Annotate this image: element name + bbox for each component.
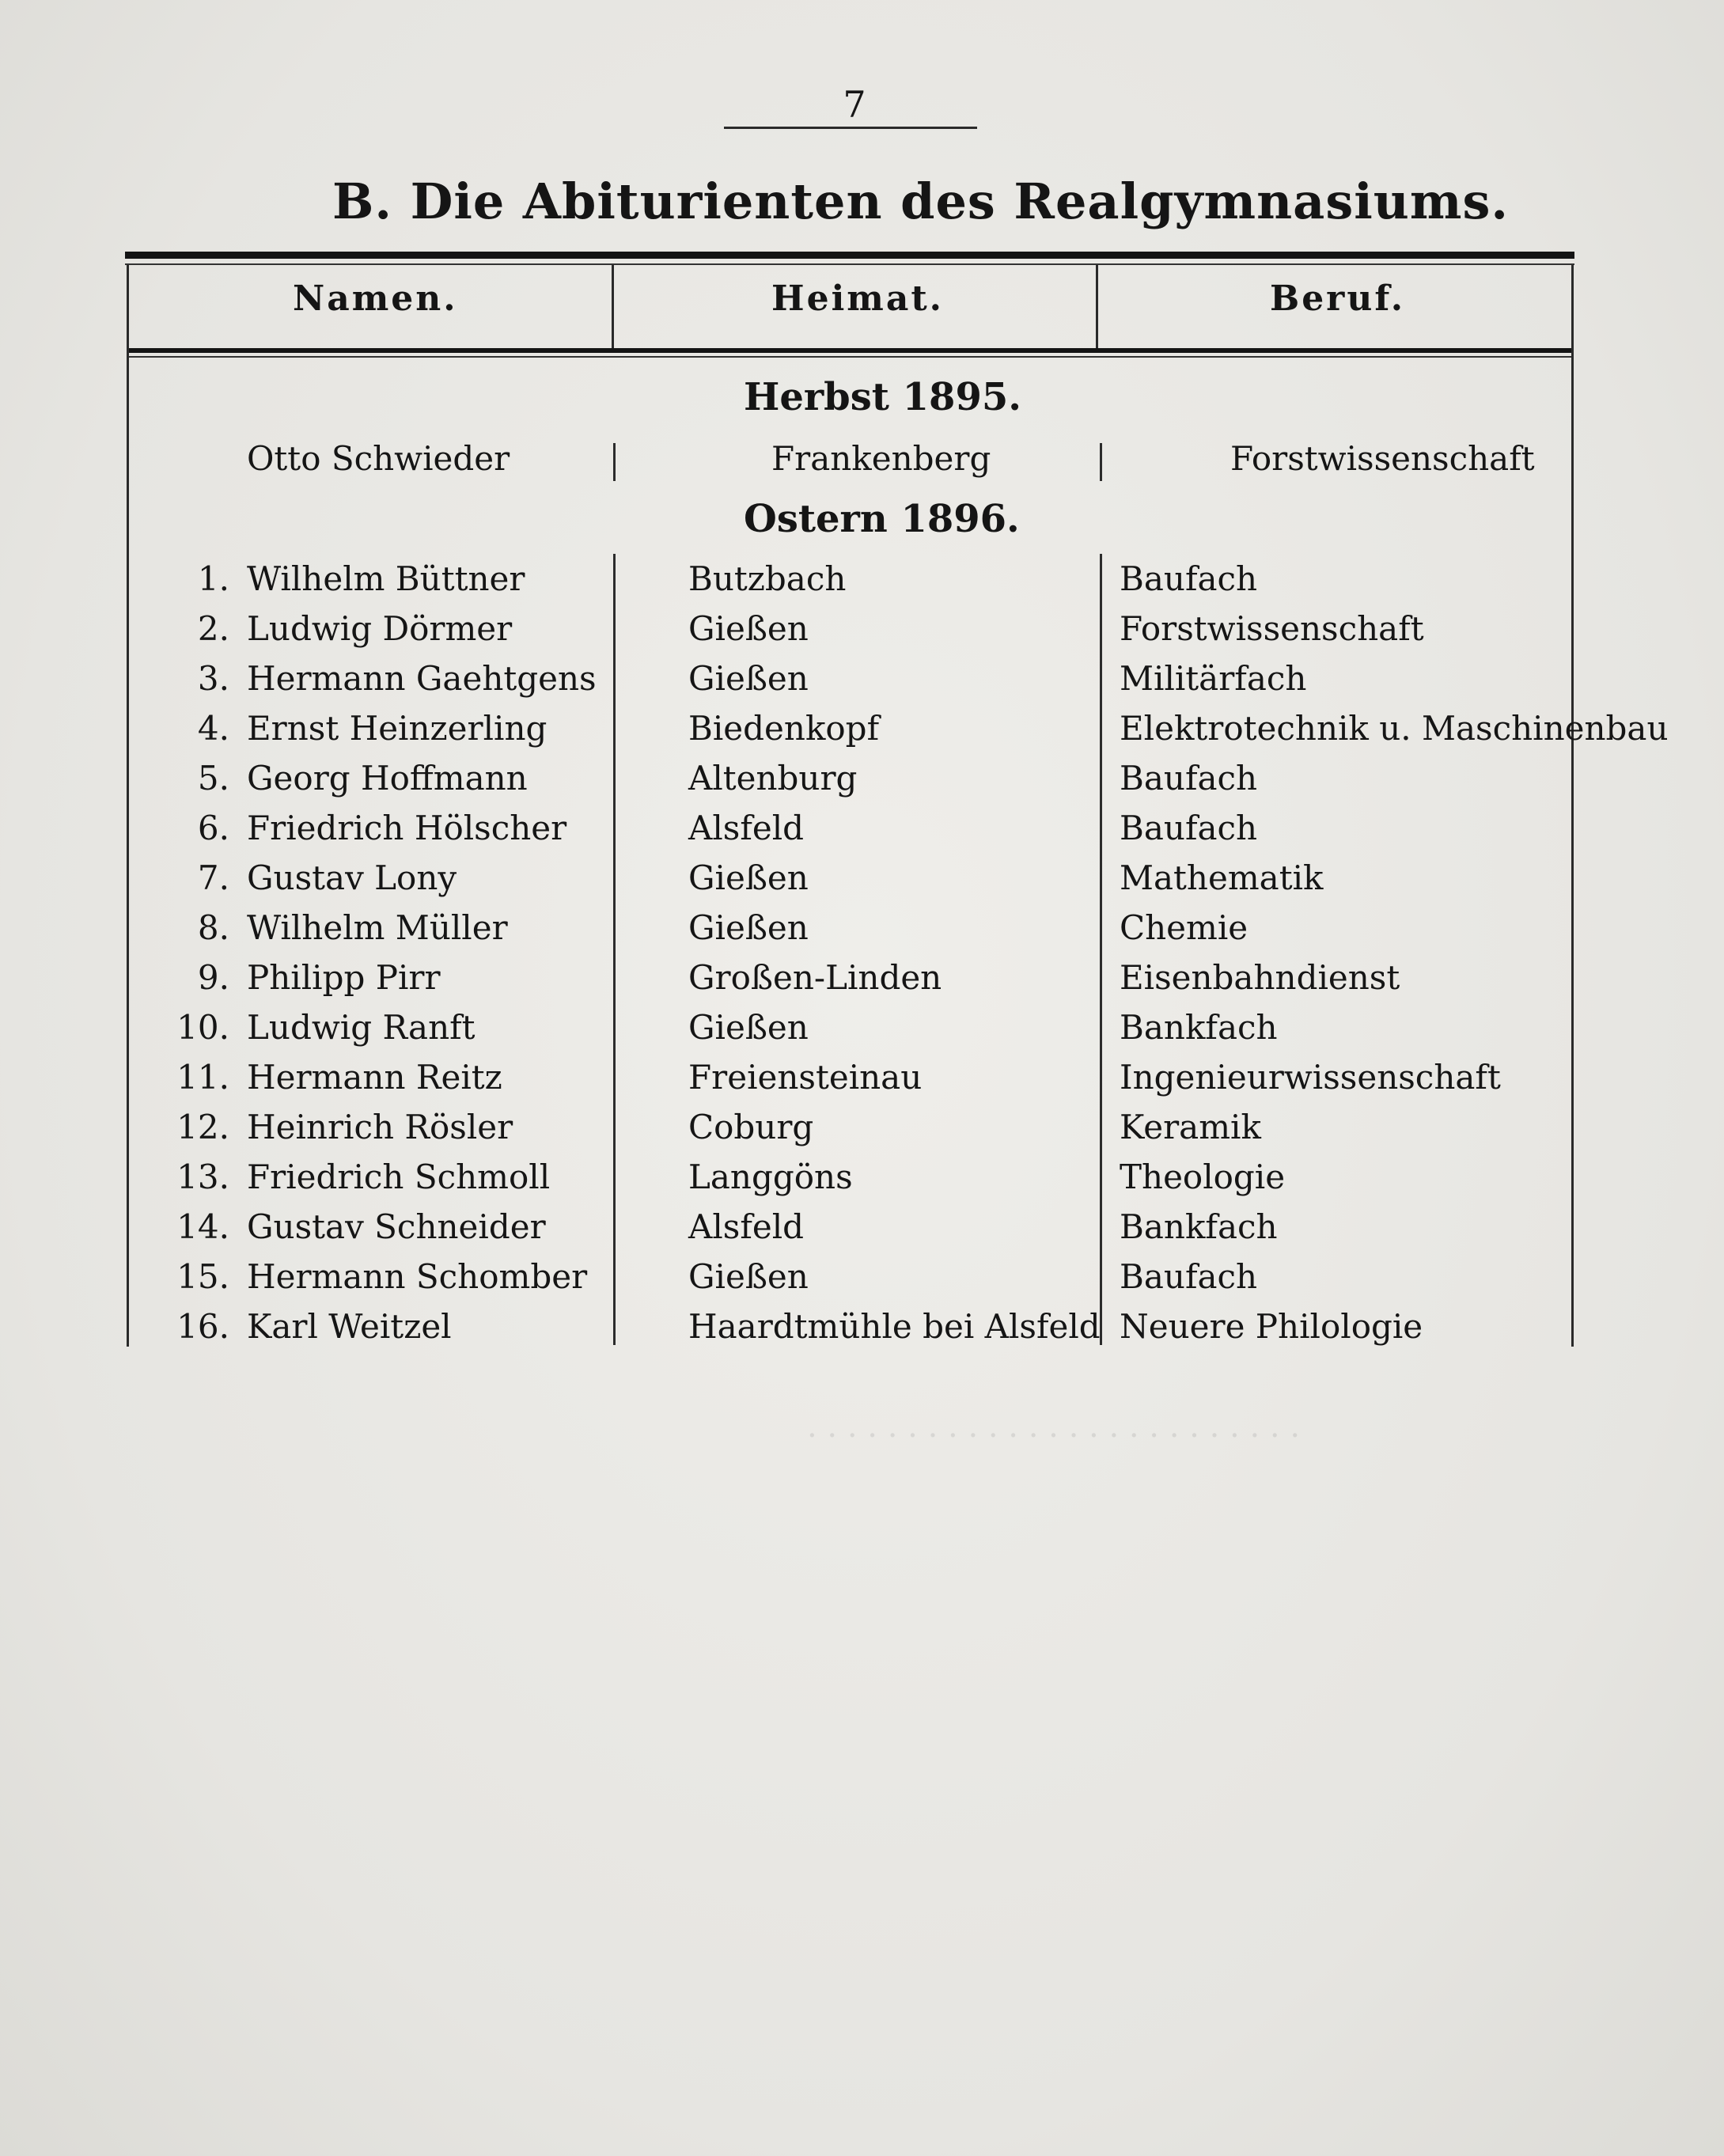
- student-home: Langgöns: [688, 1158, 853, 1196]
- student-name: Hermann Schomber: [247, 1257, 588, 1296]
- student-home: Großen-Linden: [688, 958, 942, 997]
- student-name: Otto Schwieder: [247, 439, 510, 478]
- row-number: 1.: [197, 559, 229, 598]
- row-number: 15.: [176, 1257, 229, 1296]
- student-home: Biedenkopf: [688, 709, 880, 748]
- student-profession: Baufach: [1120, 759, 1258, 798]
- student-name: Karl Weitzel: [247, 1307, 452, 1346]
- table-row: [0, 1058, 1724, 1105]
- column-divider: [1100, 443, 1102, 481]
- table-row: [0, 1008, 1724, 1055]
- student-profession: Theologie: [1120, 1158, 1286, 1196]
- row-number: 12.: [176, 1108, 229, 1146]
- student-home: Gießen: [688, 1008, 809, 1047]
- row-number: 2.: [197, 609, 229, 648]
- student-name: Ludwig Ranft: [247, 1008, 476, 1047]
- student-profession: Baufach: [1120, 809, 1258, 847]
- table-row: [0, 1307, 1724, 1355]
- row-number: 10.: [176, 1008, 229, 1047]
- header-bottom-rule: [129, 348, 1571, 353]
- student-name: Friedrich Schmoll: [247, 1158, 551, 1196]
- row-number: 9.: [197, 958, 229, 997]
- student-name: Georg Hoffmann: [247, 759, 528, 798]
- row-number: 11.: [176, 1058, 229, 1097]
- student-profession: Militärfach: [1120, 659, 1307, 698]
- student-profession: Bankfach: [1120, 1008, 1278, 1047]
- table-row: [0, 858, 1724, 906]
- student-profession: Baufach: [1120, 1257, 1258, 1296]
- row-number: 7.: [197, 858, 229, 897]
- header-bottom-rule-thin: [129, 356, 1571, 358]
- row-number: 4.: [197, 709, 229, 748]
- student-home: Alsfeld: [688, 1207, 805, 1246]
- row-number: 5.: [197, 759, 229, 798]
- student-home: Gießen: [688, 858, 809, 897]
- student-home: Frankenberg: [771, 439, 991, 478]
- student-home: Altenburg: [688, 759, 858, 798]
- student-name: Friedrich Hölscher: [247, 809, 567, 847]
- student-profession: Keramik: [1120, 1108, 1261, 1146]
- table-top-rule-thin: [125, 263, 1574, 265]
- column-header-home: Heimat.: [771, 278, 944, 319]
- student-name: Hermann Reitz: [247, 1058, 502, 1097]
- student-name: Gustav Lony: [247, 858, 457, 897]
- student-profession: Chemie: [1120, 908, 1248, 947]
- table-row: [0, 1207, 1724, 1255]
- table-row: [0, 958, 1724, 1006]
- table-row: [0, 709, 1724, 756]
- student-name: Wilhelm Büttner: [247, 559, 525, 598]
- column-header-name: Namen.: [293, 278, 458, 319]
- student-home: Gießen: [688, 1257, 809, 1296]
- student-name: Ludwig Dörmer: [247, 609, 513, 648]
- row-number: 8.: [197, 908, 229, 947]
- student-home: Gießen: [688, 659, 809, 698]
- row-number: 14.: [176, 1207, 229, 1246]
- student-home: Gießen: [688, 609, 809, 648]
- student-profession: Mathematik: [1120, 858, 1324, 897]
- bleed-through-text: . . . . . . . . . . . . . . . . . . . . . . . . .: [807, 1408, 1301, 1445]
- student-home: Coburg: [688, 1108, 814, 1146]
- student-name: Gustav Schneider: [247, 1207, 546, 1246]
- student-name: Ernst Heinzerling: [247, 709, 548, 748]
- student-home: Gießen: [688, 908, 809, 947]
- student-profession: Neuere Philologie: [1120, 1307, 1423, 1346]
- table-top-rule: [125, 252, 1574, 259]
- page-number: 7: [843, 83, 866, 126]
- header-divider-1: [612, 265, 614, 348]
- table-row: [0, 1108, 1724, 1155]
- table-row: [0, 809, 1724, 856]
- student-name: Heinrich Rösler: [247, 1108, 513, 1146]
- student-home: Haardtmühle bei Alsfeld: [688, 1307, 1101, 1346]
- student-name: Philipp Pirr: [247, 958, 441, 997]
- student-profession: Baufach: [1120, 559, 1258, 598]
- student-profession: Bankfach: [1120, 1207, 1278, 1246]
- student-profession: Forstwissenschaft: [1230, 439, 1535, 478]
- student-home: Alsfeld: [688, 809, 805, 847]
- table-row: [0, 1158, 1724, 1205]
- table-row: [0, 908, 1724, 956]
- student-name: Wilhelm Müller: [247, 908, 508, 947]
- row-number: 3.: [197, 659, 229, 698]
- term-heading-ostern-1896: Ostern 1896.: [744, 497, 1020, 541]
- column-header-profession: Beruf.: [1270, 278, 1406, 319]
- table-row: [0, 659, 1724, 707]
- student-name: Hermann Gaehtgens: [247, 659, 597, 698]
- table-row: [0, 609, 1724, 657]
- header-divider-2: [1096, 265, 1098, 348]
- student-profession: Eisenbahndienst: [1120, 958, 1400, 997]
- row-number: 6.: [197, 809, 229, 847]
- page-number-rule: [724, 127, 977, 129]
- table-row: [0, 439, 1724, 487]
- student-profession: Elektrotechnik u. Maschinenbau: [1120, 709, 1669, 748]
- student-profession: Ingenieurwissenschaft: [1120, 1058, 1501, 1097]
- table-row: [0, 759, 1724, 806]
- table-row: [0, 1257, 1724, 1305]
- student-home: Freiensteinau: [688, 1058, 923, 1097]
- row-number: 13.: [176, 1158, 229, 1196]
- page-title: B. Die Abiturienten des Realgymnasiums.: [332, 172, 1509, 230]
- column-divider: [613, 443, 616, 481]
- term-heading-herbst-1895: Herbst 1895.: [744, 375, 1021, 419]
- row-number: 16.: [176, 1307, 229, 1346]
- table-row: [0, 559, 1724, 607]
- student-profession: Forstwissenschaft: [1120, 609, 1424, 648]
- student-home: Butzbach: [688, 559, 847, 598]
